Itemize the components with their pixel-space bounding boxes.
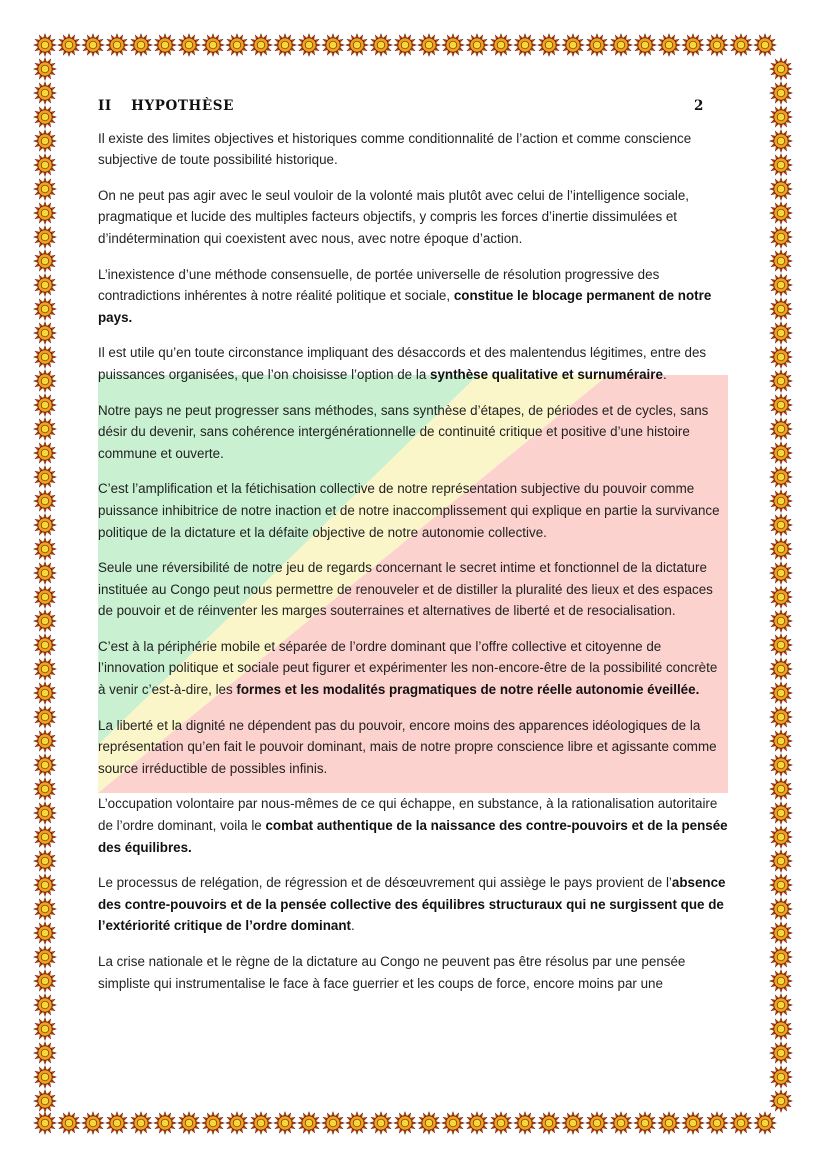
- sun-icon: [769, 393, 793, 417]
- sun-icon: [769, 441, 793, 465]
- sun-icon: [225, 33, 249, 57]
- sun-icon: [153, 33, 177, 57]
- paragraph: [98, 557, 728, 622]
- sun-icon: [153, 1111, 177, 1135]
- sun-icon: [33, 753, 57, 777]
- sun-icon: [33, 201, 57, 225]
- sun-icon: [105, 1111, 129, 1135]
- sun-icon: [33, 369, 57, 393]
- document-body: [98, 96, 728, 1008]
- paragraph-list: [98, 128, 728, 995]
- sun-icon: [769, 609, 793, 633]
- sun-icon: [33, 633, 57, 657]
- sun-icon: [769, 681, 793, 705]
- sun-icon: [33, 177, 57, 201]
- sun-icon: [33, 969, 57, 993]
- sun-icon: [769, 1017, 793, 1041]
- sun-icon: [729, 1111, 753, 1135]
- sun-icon: [681, 1111, 705, 1135]
- sun-icon: [33, 273, 57, 297]
- sun-icon: [33, 129, 57, 153]
- sun-icon: [105, 33, 129, 57]
- sun-icon: [657, 1111, 681, 1135]
- paragraph: [98, 951, 728, 994]
- sun-icon: [33, 321, 57, 345]
- sun-icon: [769, 969, 793, 993]
- sun-icon: [769, 81, 793, 105]
- sun-icon: [33, 513, 57, 537]
- paragraph-text: La crise nationale et le règne de la dictature au Congo ne peuvent pas être résolus par une pensée simpliste qui instrumentalise le face à face guerrier et les coups de force, encore moins par une: [98, 954, 686, 991]
- paragraph-text: .: [662, 366, 667, 382]
- sun-icon: [769, 993, 793, 1017]
- sun-icon: [465, 33, 489, 57]
- sun-icon: [537, 1111, 561, 1135]
- sun-icon: [769, 873, 793, 897]
- paragraph-text: C’est l’amplification et la fétichisation collective de notre représentation subjective du pouvoir comme puissance inhibitrice de notre inaction et de notre inaccomplissement qui explique en partie la survivance politique de la dictature et la défaite objective de notre autonomie collective.: [98, 481, 720, 540]
- section-title: [98, 96, 234, 118]
- sun-icon: [33, 297, 57, 321]
- border-right: [769, 57, 793, 1113]
- paragraph-emphasis: synthèse qualitative et surnuméraire: [430, 366, 663, 382]
- sun-icon: [561, 33, 585, 57]
- sun-icon: [33, 441, 57, 465]
- sun-icon: [657, 33, 681, 57]
- sun-icon: [33, 585, 57, 609]
- paragraph: [98, 636, 728, 701]
- sun-icon: [33, 801, 57, 825]
- sun-icon: [609, 33, 633, 57]
- sun-icon: [769, 105, 793, 129]
- sun-icon: [273, 33, 297, 57]
- sun-icon: [585, 33, 609, 57]
- sun-icon: [769, 345, 793, 369]
- sun-icon: [33, 705, 57, 729]
- sun-icon: [769, 921, 793, 945]
- sun-icon: [769, 297, 793, 321]
- sun-icon: [769, 729, 793, 753]
- sun-icon: [393, 33, 417, 57]
- sun-icon: [769, 705, 793, 729]
- sun-icon: [201, 33, 225, 57]
- sun-icon: [225, 1111, 249, 1135]
- border-left: [33, 57, 57, 1113]
- sun-icon: [369, 1111, 393, 1135]
- sun-icon: [33, 993, 57, 1017]
- sun-icon: [769, 1089, 793, 1113]
- sun-icon: [769, 825, 793, 849]
- paragraph: [98, 264, 728, 329]
- sun-icon: [345, 1111, 369, 1135]
- sun-icon: [441, 33, 465, 57]
- sun-icon: [321, 1111, 345, 1135]
- paragraph: [98, 128, 728, 171]
- paragraph-emphasis: formes et les modalités pragmatiques de notre réelle autonomie éveillée.: [236, 682, 700, 698]
- paragraph: [98, 478, 728, 543]
- paragraph: [98, 185, 728, 250]
- sun-icon: [769, 321, 793, 345]
- sun-icon: [769, 777, 793, 801]
- sun-icon: [57, 1111, 81, 1135]
- sun-icon: [33, 729, 57, 753]
- sun-icon: [769, 465, 793, 489]
- sun-icon: [129, 1111, 153, 1135]
- paragraph-emphasis: constitue le blocage permanent de notre pays.: [98, 288, 712, 325]
- sun-icon: [769, 801, 793, 825]
- sun-icon: [177, 1111, 201, 1135]
- sun-icon: [729, 33, 753, 57]
- sun-icon: [769, 273, 793, 297]
- border-bottom: [33, 1111, 777, 1135]
- paragraph: [98, 400, 728, 465]
- sun-icon: [369, 33, 393, 57]
- sun-icon: [33, 873, 57, 897]
- sun-icon: [769, 945, 793, 969]
- sun-icon: [177, 33, 201, 57]
- sun-icon: [249, 1111, 273, 1135]
- sun-icon: [489, 1111, 513, 1135]
- sun-icon: [33, 81, 57, 105]
- paragraph: [98, 715, 728, 780]
- sun-icon: [33, 465, 57, 489]
- sun-icon: [681, 33, 705, 57]
- paragraph-text: Il est utile qu’en toute circonstance impliquant des désaccords et des malentendus légitimes, entre des puissances organisées, que l’on choisisse l’option de la: [98, 345, 707, 382]
- sun-icon: [33, 1041, 57, 1065]
- sun-icon: [753, 33, 777, 57]
- sun-icon: [769, 561, 793, 585]
- paragraph-text: L’occupation volontaire par nous-mêmes de ce qui échappe, en substance, à la rationalisation autoritaire de l’ordre dominant, voila le: [98, 796, 718, 834]
- sun-icon: [33, 1065, 57, 1089]
- sun-icon: [33, 225, 57, 249]
- sun-icon: [33, 921, 57, 945]
- paragraph: [98, 793, 728, 858]
- sun-icon: [297, 1111, 321, 1135]
- border-top: [33, 33, 777, 57]
- sun-icon: [33, 1089, 57, 1113]
- sun-icon: [129, 33, 153, 57]
- sun-icon: [561, 1111, 585, 1135]
- sun-icon: [769, 177, 793, 201]
- sun-icon: [769, 585, 793, 609]
- sun-icon: [417, 1111, 441, 1135]
- sun-icon: [33, 825, 57, 849]
- sun-icon: [513, 33, 537, 57]
- sun-icon: [297, 33, 321, 57]
- sun-icon: [33, 417, 57, 441]
- sun-icon: [33, 681, 57, 705]
- paragraph: [98, 342, 728, 385]
- paragraph-text: On ne peut pas agir avec le seul vouloir de la volonté mais plutôt avec celui de l’intelligence sociale, pragmatique et lucide des multiples facteurs objectifs, y compris les forces d’inertie dissimulées et d’indétermination qui coexistent avec nous, avec notre époque d’action.: [98, 187, 690, 246]
- sun-icon: [769, 249, 793, 273]
- sun-icon: [633, 33, 657, 57]
- sun-icon: [465, 1111, 489, 1135]
- sun-icon: [609, 1111, 633, 1135]
- paragraph-text: Notre pays ne peut progresser sans méthodes, sans synthèse d’étapes, de périodes et de cycles, sans désir du devenir, sans cohérence intergénérationnelle de continuité critique et positive d’une histoire commune et ouverte.: [98, 402, 709, 461]
- sun-icon: [769, 225, 793, 249]
- sun-icon: [249, 33, 273, 57]
- sun-icon: [201, 1111, 225, 1135]
- sun-icon: [33, 897, 57, 921]
- paragraph-text: La liberté et la dignité ne dépendent pas du pouvoir, encore moins des apparences idéologiques de la représentation qu’en fait le pouvoir dominant, mais de notre propre conscience libre et agissante comme source irréductible de possibles infinis.: [98, 717, 717, 776]
- sun-icon: [33, 153, 57, 177]
- sun-icon: [81, 1111, 105, 1135]
- section-number: II: [98, 98, 112, 114]
- paragraph-text: C’est à la périphérie mobile et séparée de l’ordre dominant que l’offre collective et citoyenne de l’innovation politique et sociale peut figurer et expérimenter les non-encore-être de la possibilité concrète à venir c’est-à-dire, les: [98, 638, 718, 698]
- section-heading: [98, 96, 728, 118]
- sun-icon: [33, 849, 57, 873]
- sun-icon: [33, 657, 57, 681]
- sun-icon: [33, 945, 57, 969]
- sun-icon: [33, 777, 57, 801]
- sun-icon: [33, 561, 57, 585]
- sun-icon: [769, 1041, 793, 1065]
- sun-icon: [769, 57, 793, 81]
- sun-icon: [769, 897, 793, 921]
- sun-icon: [769, 537, 793, 561]
- sun-icon: [33, 249, 57, 273]
- sun-icon: [81, 33, 105, 57]
- paragraph: [98, 872, 728, 937]
- sun-icon: [585, 1111, 609, 1135]
- sun-icon: [273, 1111, 297, 1135]
- sun-icon: [769, 513, 793, 537]
- sun-icon: [769, 1065, 793, 1089]
- sun-icon: [769, 129, 793, 153]
- sun-icon: [537, 33, 561, 57]
- sun-icon: [705, 1111, 729, 1135]
- sun-icon: [33, 609, 57, 633]
- paragraph-emphasis: absence des contre-pouvoirs et de la pensée collective des équilibres structuraux qui ne surgissent que de l’extériorité critique de l’ordre dominant: [98, 875, 726, 934]
- paragraph-text: Il existe des limites objectives et historiques comme conditionnalité de l’action et comme conscience subjective de toute possibilité historique.: [98, 130, 692, 168]
- sun-icon: [417, 33, 441, 57]
- paragraph-emphasis: combat authentique de la naissance des contre-pouvoirs et de la pensée des équilibres.: [98, 818, 728, 855]
- sun-icon: [33, 537, 57, 561]
- sun-icon: [33, 57, 57, 81]
- sun-icon: [33, 33, 57, 57]
- sun-icon: [769, 849, 793, 873]
- sun-icon: [33, 393, 57, 417]
- paragraph-text: L’inexistence d’une méthode consensuelle, de portée universelle de résolution progressive des contradictions inhérentes à notre réalité politique et sociale,: [98, 266, 660, 304]
- sun-icon: [441, 1111, 465, 1135]
- sun-icon: [57, 33, 81, 57]
- sun-icon: [513, 1111, 537, 1135]
- sun-icon: [769, 489, 793, 513]
- sun-icon: [33, 345, 57, 369]
- sun-icon: [769, 201, 793, 225]
- sun-icon: [33, 105, 57, 129]
- sun-icon: [33, 1111, 57, 1135]
- sun-icon: [33, 1017, 57, 1041]
- sun-icon: [345, 33, 369, 57]
- sun-icon: [393, 1111, 417, 1135]
- sun-icon: [769, 369, 793, 393]
- sun-icon: [33, 489, 57, 513]
- sun-icon: [705, 33, 729, 57]
- sun-icon: [753, 1111, 777, 1135]
- sun-icon: [769, 153, 793, 177]
- section-name: HYPOTHÈSE: [131, 98, 234, 114]
- sun-icon: [633, 1111, 657, 1135]
- paragraph-text: .: [350, 918, 355, 934]
- sun-icon: [769, 753, 793, 777]
- paragraph-text: Seule une réversibilité de notre jeu de regards concernant le secret intime et fonctionnel de la dictature instituée au Congo peut nous permettre de renouveler et de distiller la pluralité des lieux et des espaces de pouvoir et de réinventer les marges souterraines et alternatives de liberté et de resocialisation.: [98, 560, 713, 619]
- sun-icon: [321, 33, 345, 57]
- sun-icon: [769, 417, 793, 441]
- sun-icon: [769, 657, 793, 681]
- sun-icon: [769, 633, 793, 657]
- page-number: 2: [694, 98, 704, 114]
- paragraph-text: Le processus de relégation, de régression et de désœuvrement qui assiège le pays provient de l’: [98, 875, 672, 891]
- sun-icon: [489, 33, 513, 57]
